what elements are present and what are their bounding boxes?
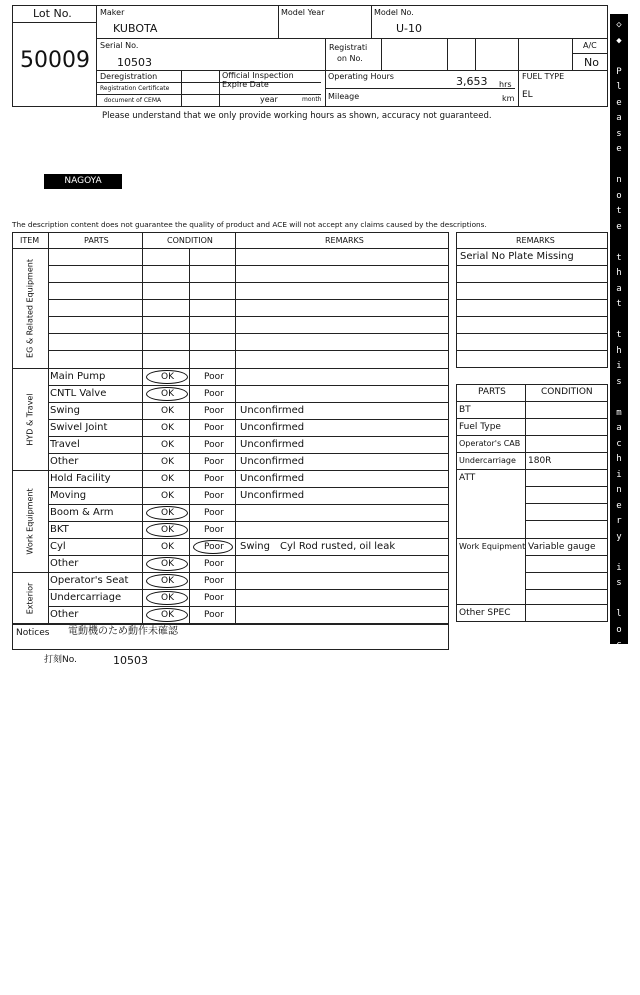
sidebar-char bbox=[616, 592, 621, 608]
ok-circle bbox=[146, 506, 188, 520]
condition-poor: Poor bbox=[204, 559, 224, 569]
part-name: CNTL Valve bbox=[50, 388, 107, 399]
parts-item: Work Equipment bbox=[459, 542, 526, 551]
parts-line bbox=[456, 469, 608, 470]
condition-ok: OK bbox=[161, 457, 174, 467]
remarks-line bbox=[456, 282, 608, 283]
right-col-condition: CONDITION bbox=[541, 387, 593, 397]
part-name: Other bbox=[50, 609, 79, 620]
model-no-value: U-10 bbox=[396, 22, 423, 35]
part-name: BKT bbox=[50, 524, 69, 535]
condition-ok: OK bbox=[161, 406, 174, 416]
stamp-label: 打刻No. bbox=[44, 655, 77, 665]
row-remark: Unconfirmed bbox=[240, 405, 305, 416]
deregistration-label: Deregistration bbox=[100, 72, 158, 81]
parts-line bbox=[456, 452, 608, 453]
sidebar-char: N bbox=[616, 779, 622, 790]
col-remarks: REMARKS bbox=[325, 236, 364, 245]
sidebar-char bbox=[616, 716, 621, 732]
sidebar-char: e bbox=[616, 500, 622, 511]
row-remark: Unconfirmed bbox=[240, 490, 305, 501]
part-name: Operator's Seat bbox=[50, 575, 129, 586]
ok-circle bbox=[146, 574, 188, 588]
condition-poor: Poor bbox=[204, 440, 224, 450]
registration-cert-label: Registration Certificate bbox=[100, 85, 170, 92]
sidebar-char: i bbox=[616, 562, 622, 573]
parts-condition: 180R bbox=[528, 456, 552, 466]
row-remark: Unconfirmed bbox=[240, 422, 305, 433]
row-line bbox=[48, 555, 449, 556]
part-name: Travel bbox=[50, 439, 80, 450]
serial-value: 10503 bbox=[117, 56, 152, 69]
sidebar-char bbox=[616, 871, 621, 887]
ok-circle bbox=[146, 387, 188, 401]
part-name: Boom & Arm bbox=[50, 507, 114, 518]
parts-item: Undercarriage bbox=[459, 456, 516, 465]
part-name: Other bbox=[50, 456, 79, 467]
sidebar-char: n bbox=[616, 175, 622, 185]
parts-item: ATT bbox=[459, 473, 476, 483]
condition-ok: OK bbox=[161, 372, 174, 382]
sidebar-char: h bbox=[616, 454, 622, 464]
row-line bbox=[48, 521, 449, 522]
parts-line bbox=[456, 604, 608, 605]
row-line bbox=[48, 538, 449, 539]
maker-label: Maker bbox=[100, 8, 125, 17]
row-line bbox=[48, 504, 449, 505]
sidebar-char: i bbox=[616, 733, 622, 743]
inspection-label-1: Official Inspection bbox=[222, 71, 294, 80]
part-name: Main Pump bbox=[50, 371, 106, 382]
parts-item: BT bbox=[459, 405, 471, 415]
ac-value: No bbox=[584, 56, 599, 69]
sidebar-char: d bbox=[616, 934, 622, 945]
row-line bbox=[48, 385, 449, 386]
sidebar-char: i bbox=[616, 361, 622, 371]
row-line bbox=[48, 436, 449, 437]
sidebar-char: h bbox=[616, 268, 622, 278]
row-remark: Unconfirmed bbox=[240, 456, 305, 467]
condition-poor: Poor bbox=[204, 372, 224, 382]
location-sidebar bbox=[610, 14, 628, 991]
ok-circle bbox=[146, 591, 188, 605]
condition-poor: Poor bbox=[204, 423, 224, 433]
sidebar-char: a bbox=[616, 113, 622, 123]
sidebar-char bbox=[616, 235, 621, 251]
sidebar-char: t bbox=[616, 671, 622, 681]
sidebar-char: a bbox=[616, 283, 622, 294]
sidebar-char: ◇ bbox=[616, 981, 622, 991]
parts-subline bbox=[525, 572, 608, 573]
model-year-label: Model Year bbox=[281, 8, 325, 17]
sidebar-char: a bbox=[616, 903, 622, 914]
condition-ok: OK bbox=[161, 542, 174, 552]
parts-line bbox=[456, 435, 608, 436]
parts-item: Operator's CAB bbox=[459, 439, 521, 448]
sidebar-char: t bbox=[616, 299, 622, 309]
sidebar-char bbox=[616, 948, 621, 964]
sidebar-char: ◆ bbox=[616, 35, 622, 46]
sidebar-char bbox=[616, 49, 621, 65]
sidebar-char bbox=[616, 390, 621, 406]
sidebar-char bbox=[616, 762, 621, 778]
row-remark: Unconfirmed bbox=[240, 439, 305, 450]
condition-ok: OK bbox=[161, 474, 174, 484]
parts-subline bbox=[525, 520, 608, 521]
col-parts: PARTS bbox=[84, 236, 109, 245]
ac-label: A/C bbox=[583, 41, 597, 50]
sidebar-char: y bbox=[616, 531, 622, 542]
row-remark: Swing Cyl Rod rusted, oil leak bbox=[240, 541, 396, 552]
group-label-eg: EG & Related Equipment bbox=[25, 259, 35, 358]
fuel-type-label: FUEL TYPE bbox=[522, 72, 565, 81]
sidebar-char: ◇ bbox=[616, 20, 622, 30]
row-line bbox=[48, 606, 449, 607]
month-label: month bbox=[302, 96, 322, 103]
sidebar-char: r bbox=[616, 516, 622, 526]
parts-item: Other SPEC bbox=[459, 608, 511, 618]
location-badge: NAGOYA bbox=[44, 174, 122, 189]
sidebar-char: o bbox=[616, 190, 622, 201]
sidebar-char: e bbox=[616, 97, 622, 108]
condition-ok: OK bbox=[161, 440, 174, 450]
inspection-label-2: Expire Date bbox=[222, 80, 269, 89]
condition-ok: OK bbox=[161, 593, 174, 603]
model-no-label: Model No. bbox=[374, 8, 414, 17]
sidebar-char: n bbox=[616, 748, 622, 759]
part-name: Swing bbox=[50, 405, 80, 416]
parts-subline bbox=[525, 589, 608, 590]
sidebar-char: h bbox=[616, 345, 622, 356]
condition-poor: Poor bbox=[204, 474, 224, 484]
parts-line bbox=[456, 538, 608, 539]
stamp-value: 10503 bbox=[113, 654, 148, 667]
sidebar-char: a bbox=[616, 423, 622, 433]
parts-subline bbox=[525, 486, 608, 487]
year-label: year bbox=[260, 95, 278, 104]
ok-circle bbox=[146, 523, 188, 537]
condition-poor: Poor bbox=[204, 576, 224, 586]
condition-poor: Poor bbox=[204, 542, 224, 552]
sidebar-char: o bbox=[616, 624, 622, 635]
sidebar-char: m bbox=[616, 407, 622, 418]
operating-hours-value: 3,653 bbox=[456, 75, 488, 88]
row-line bbox=[48, 453, 449, 454]
poor-circle bbox=[193, 540, 233, 554]
sidebar-char: t bbox=[616, 330, 622, 340]
sidebar-char: c bbox=[616, 438, 622, 449]
sidebar-char: o bbox=[616, 826, 622, 836]
operating-hours-label: Operating Hours bbox=[328, 72, 394, 81]
remarks-item: Serial No Plate Missing bbox=[460, 251, 574, 262]
part-name: Undercarriage bbox=[50, 592, 122, 603]
maker-value: KUBOTA bbox=[113, 22, 158, 35]
registration-label-2: on No. bbox=[337, 54, 363, 63]
part-name: Swivel Joint bbox=[50, 422, 108, 433]
lot-number: 50009 bbox=[20, 48, 90, 73]
condition-ok: OK bbox=[161, 559, 174, 569]
col-condition: CONDITION bbox=[167, 236, 213, 245]
group-label-work: Work Equipment bbox=[25, 488, 35, 555]
hours-notice: Please understand that we only provide working hours as shown, accuracy not guaranteed. bbox=[102, 111, 492, 121]
condition-poor: Poor bbox=[204, 491, 224, 501]
ok-circle bbox=[146, 608, 188, 622]
group-label-exterior: Exterior bbox=[25, 582, 35, 615]
sidebar-char: s bbox=[616, 376, 622, 387]
sidebar-char: Y bbox=[616, 888, 622, 898]
group-label-hyd: HYD & Travel bbox=[25, 393, 35, 446]
condition-ok: OK bbox=[161, 423, 174, 433]
sidebar-char: t bbox=[616, 252, 622, 263]
sidebar-char: l bbox=[616, 609, 622, 619]
condition-ok: OK bbox=[161, 576, 174, 586]
condition-poor: Poor bbox=[204, 457, 224, 467]
km-unit: km bbox=[502, 94, 515, 103]
sidebar-char: s bbox=[616, 578, 622, 588]
condition-ok: OK bbox=[161, 508, 174, 518]
ok-circle bbox=[146, 557, 188, 571]
parts-condition: Variable gauge bbox=[528, 542, 596, 552]
sidebar-char: t bbox=[616, 206, 622, 216]
parts-subline bbox=[525, 555, 608, 556]
serial-label: Serial No. bbox=[100, 41, 139, 50]
lot-label: Lot No. bbox=[33, 7, 72, 20]
condition-poor: Poor bbox=[204, 525, 224, 535]
col-item: ITEM bbox=[20, 236, 40, 245]
remarks-line bbox=[456, 299, 608, 300]
remarks-line bbox=[456, 265, 608, 266]
sidebar-char: e bbox=[616, 686, 622, 697]
row-line bbox=[48, 487, 449, 488]
parts-subline bbox=[525, 503, 608, 504]
sidebar-char bbox=[616, 545, 621, 561]
sidebar-char bbox=[616, 313, 621, 329]
sidebar-char: e bbox=[616, 221, 622, 232]
condition-ok: OK bbox=[161, 389, 174, 399]
sidebar-char: g bbox=[616, 810, 622, 821]
sidebar-char: l bbox=[616, 82, 622, 92]
sidebar-char: d bbox=[616, 702, 622, 712]
sidebar-char: y bbox=[616, 841, 622, 852]
sidebar-char: P bbox=[616, 66, 622, 77]
row-line bbox=[48, 419, 449, 420]
sidebar-char: e bbox=[616, 144, 622, 154]
condition-ok: OK bbox=[161, 491, 174, 501]
row-line bbox=[48, 402, 449, 403]
condition-ok: OK bbox=[161, 610, 174, 620]
right-col-parts: PARTS bbox=[478, 387, 506, 397]
sidebar-char: a bbox=[616, 795, 622, 805]
part-name: Moving bbox=[50, 490, 87, 501]
row-line bbox=[48, 589, 449, 590]
mileage-label: Mileage bbox=[328, 92, 360, 101]
condition-poor: Poor bbox=[204, 389, 224, 399]
sidebar-char: c bbox=[616, 640, 622, 650]
sidebar-char: s bbox=[616, 128, 622, 139]
hrs-unit: hrs bbox=[499, 80, 512, 89]
sidebar-char: r bbox=[616, 919, 622, 929]
fuel-type-value: EL bbox=[522, 90, 533, 100]
notices-label: Notices bbox=[16, 628, 50, 638]
remarks-line bbox=[456, 333, 608, 334]
right-remarks-title: REMARKS bbox=[516, 236, 555, 245]
disclaimer: The description content does not guarantee the quality of product and ACE will not accept any claims caused by the descriptions. bbox=[12, 220, 487, 229]
condition-poor: Poor bbox=[204, 406, 224, 416]
parts-item: Fuel Type bbox=[459, 422, 501, 432]
registration-label-1: Registrati bbox=[329, 43, 368, 52]
cema-label: document of CEMA bbox=[104, 97, 162, 104]
remarks-line bbox=[456, 350, 608, 351]
row-remark: Unconfirmed bbox=[240, 473, 305, 484]
sidebar-char: i bbox=[616, 469, 622, 480]
part-name: Hold Facility bbox=[50, 473, 111, 484]
sidebar-char: ◆ bbox=[616, 965, 622, 976]
sidebar-char: a bbox=[616, 655, 622, 666]
part-name: Other bbox=[50, 558, 79, 569]
condition-poor: Poor bbox=[204, 610, 224, 620]
sidebar-char: a bbox=[616, 857, 622, 867]
condition-poor: Poor bbox=[204, 508, 224, 518]
remarks-line bbox=[456, 316, 608, 317]
condition-ok: OK bbox=[161, 525, 174, 535]
condition-poor: Poor bbox=[204, 593, 224, 603]
sidebar-char bbox=[616, 158, 621, 174]
part-name: Cyl bbox=[50, 541, 66, 552]
parts-line bbox=[456, 418, 608, 419]
sidebar-char: n bbox=[616, 485, 622, 495]
notices-value: 電動機のため動作未確認 bbox=[68, 626, 178, 637]
ok-circle bbox=[146, 370, 188, 384]
